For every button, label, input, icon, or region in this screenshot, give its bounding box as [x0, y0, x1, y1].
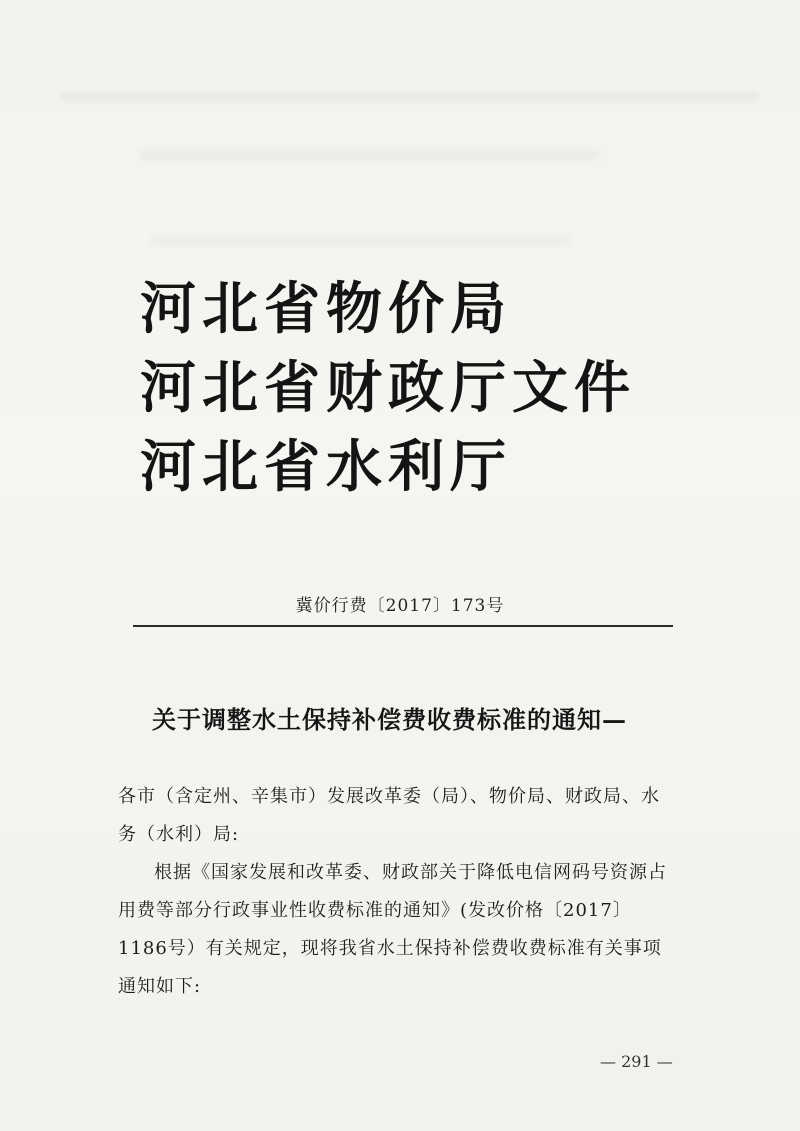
- issuer-line-2: 河北省财政厅文件: [140, 356, 636, 421]
- notice-title: 关于调整水土保持补偿费收费标准的通知—: [152, 705, 627, 734]
- document-number: 冀价行费〔2017〕173号: [295, 596, 505, 616]
- body-paragraph: 根据《国家发展和改革委、财政部关于降低电信网码号资源占用费等部分行政事业性收费标准的通知》(发改价格〔2017〕1186号）有关规定，现将我省水土保持补偿费收费标准有关事项通知如下:: [118, 862, 667, 997]
- issuer-line-1: 河北省物价局: [140, 277, 512, 342]
- issuer-line-3: 河北省水利厅: [140, 435, 512, 500]
- header-divider: [133, 625, 673, 627]
- page-number: — 291 —: [600, 1052, 673, 1071]
- issuer-block: [140, 270, 636, 507]
- addressees-paragraph: 各市（含定州、辛集市）发展改革委（局）、物价局、财政局、水务（水利）局:: [118, 786, 660, 845]
- scan-bleed-mark: [140, 150, 600, 160]
- scan-bleed-mark: [150, 236, 570, 246]
- scan-bleed-mark: [60, 92, 760, 102]
- notice-body: [118, 778, 678, 1006]
